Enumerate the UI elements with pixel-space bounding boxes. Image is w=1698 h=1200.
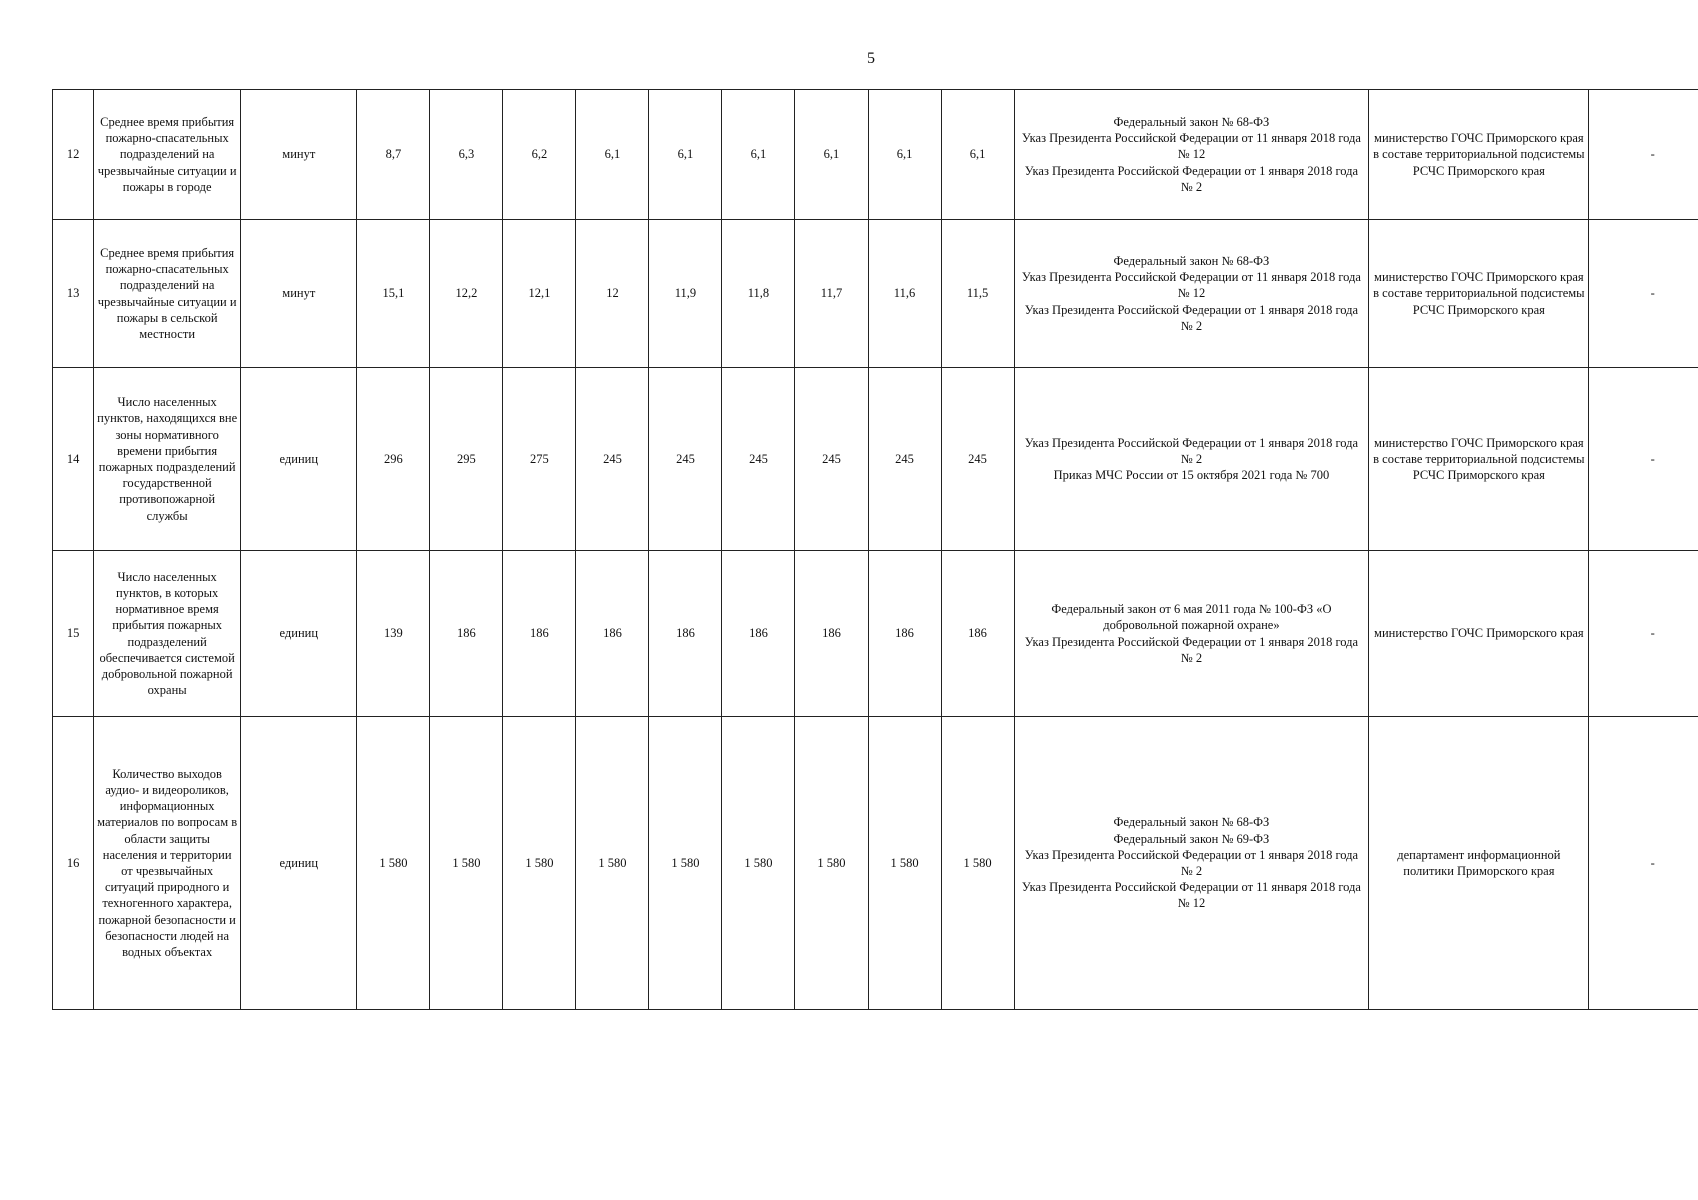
value-cell: 6,1 <box>795 90 868 220</box>
value-cell: 1 580 <box>357 717 430 1010</box>
value-cell: 186 <box>503 551 576 717</box>
note-cell: - <box>1589 368 1698 551</box>
value-cell: 1 580 <box>503 717 576 1010</box>
indicator-name: Число населенных пунктов, находящихся вне зоны нормативного времени прибытия пожарных подразделений государственной противопожарной службы <box>94 368 241 551</box>
value-cell: 245 <box>576 368 649 551</box>
indicator-name: Количество выходов аудио- и видеороликов, информационных материалов по вопросам в области защиты населения и территории от чрезвычайных ситуаций природного и техногенного характера, пожарной безопасности и безопасности людей на водных объектах <box>94 717 241 1010</box>
document-line: Указ Президента Российской Федерации от 1 января 2018 года № 2 <box>1024 634 1359 665</box>
note-cell: - <box>1589 717 1698 1010</box>
document-line: Указ Президента Российской Федерации от 11 января 2018 года № 12 <box>1021 270 1361 301</box>
note-cell: - <box>1589 90 1698 220</box>
document-line: Федеральный закон № 69-ФЗ <box>1113 831 1270 846</box>
value-cell: 1 580 <box>941 717 1014 1010</box>
indicator-name: Число населенных пунктов, в которых нормативное время прибытия пожарных подразделений обеспечивается системой добровольной пожарной охраны <box>94 551 241 717</box>
unit: единиц <box>241 717 357 1010</box>
table-row <box>53 368 1698 551</box>
table-row <box>53 90 1698 220</box>
document-line: Указ Президента Российской Федерации от 1 января 2018 года № 2 <box>1024 163 1359 194</box>
unit: минут <box>241 220 357 368</box>
value-cell: 186 <box>576 551 649 717</box>
document-line: Указ Президента Российской Федерации от 1 января 2018 года № 2 <box>1024 435 1359 466</box>
document-line: Федеральный закон от 6 мая 2011 года № 100-ФЗ «О добровольной пожарной охране» <box>1051 602 1332 633</box>
responsible-cell: министерство ГОЧС Приморского края в составе территориальной подсистемы РСЧС Приморского края <box>1369 368 1589 551</box>
value-cell: 8,7 <box>357 90 430 220</box>
value-cell: 1 580 <box>868 717 941 1010</box>
responsible-cell: департамент информационной политики Приморского края <box>1369 717 1589 1010</box>
value-cell: 6,1 <box>722 90 795 220</box>
row-number: 16 <box>53 717 94 1010</box>
documents-cell <box>1014 368 1369 551</box>
value-cell: 186 <box>430 551 503 717</box>
document-line: Федеральный закон № 68-ФЗ <box>1113 815 1270 830</box>
value-cell: 6,1 <box>649 90 722 220</box>
value-cell: 139 <box>357 551 430 717</box>
document-line: Указ Президента Российской Федерации от 11 января 2018 года № 12 <box>1021 131 1361 162</box>
document-line: Федеральный закон № 68-ФЗ <box>1113 114 1270 129</box>
value-cell: 245 <box>941 368 1014 551</box>
value-cell: 245 <box>649 368 722 551</box>
value-cell: 12,2 <box>430 220 503 368</box>
value-cell: 12 <box>576 220 649 368</box>
value-cell: 245 <box>722 368 795 551</box>
note-cell: - <box>1589 220 1698 368</box>
document-line: Приказ МЧС России от 15 октября 2021 года № 700 <box>1053 468 1330 483</box>
note-cell: - <box>1589 551 1698 717</box>
value-cell: 6,2 <box>503 90 576 220</box>
document-line: Федеральный закон № 68-ФЗ <box>1113 253 1270 268</box>
value-cell: 295 <box>430 368 503 551</box>
value-cell: 275 <box>503 368 576 551</box>
unit: единиц <box>241 551 357 717</box>
table-row <box>53 717 1698 1010</box>
value-cell: 1 580 <box>795 717 868 1010</box>
table-row <box>53 220 1698 368</box>
value-cell: 186 <box>649 551 722 717</box>
unit: минут <box>241 90 357 220</box>
value-cell: 1 580 <box>576 717 649 1010</box>
value-cell: 12,1 <box>503 220 576 368</box>
indicators-table <box>52 89 1698 1010</box>
value-cell: 186 <box>722 551 795 717</box>
responsible-cell: министерство ГОЧС Приморского края в составе территориальной подсистемы РСЧС Приморского края <box>1369 90 1589 220</box>
row-number: 15 <box>53 551 94 717</box>
value-cell: 11,9 <box>649 220 722 368</box>
row-number: 14 <box>53 368 94 551</box>
responsible-cell: министерство ГОЧС Приморского края в составе территориальной подсистемы РСЧС Приморского края <box>1369 220 1589 368</box>
value-cell: 6,1 <box>868 90 941 220</box>
value-cell: 11,7 <box>795 220 868 368</box>
value-cell: 245 <box>795 368 868 551</box>
indicator-name: Среднее время прибытия пожарно-спасательных подразделений на чрезвычайные ситуации и пожары в городе <box>94 90 241 220</box>
documents-cell <box>1014 90 1369 220</box>
page-number: 5 <box>867 50 875 67</box>
value-cell: 186 <box>868 551 941 717</box>
value-cell: 1 580 <box>430 717 503 1010</box>
documents-cell <box>1014 551 1369 717</box>
value-cell: 1 580 <box>722 717 795 1010</box>
value-cell: 11,8 <box>722 220 795 368</box>
value-cell: 1 580 <box>649 717 722 1010</box>
value-cell: 6,1 <box>576 90 649 220</box>
documents-cell <box>1014 717 1369 1010</box>
responsible-cell: министерство ГОЧС Приморского края <box>1369 551 1589 717</box>
document-line: Указ Президента Российской Федерации от 11 января 2018 года № 12 <box>1021 880 1361 911</box>
value-cell: 11,6 <box>868 220 941 368</box>
value-cell: 186 <box>795 551 868 717</box>
row-number: 12 <box>53 90 94 220</box>
table-row <box>53 551 1698 717</box>
value-cell: 296 <box>357 368 430 551</box>
indicator-name: Среднее время прибытия пожарно-спасательных подразделений на чрезвычайные ситуации и пожары в сельской местности <box>94 220 241 368</box>
document-line: Указ Президента Российской Федерации от 1 января 2018 года № 2 <box>1024 302 1359 333</box>
value-cell: 245 <box>868 368 941 551</box>
unit: единиц <box>241 368 357 551</box>
value-cell: 6,3 <box>430 90 503 220</box>
value-cell: 15,1 <box>357 220 430 368</box>
document-line: Указ Президента Российской Федерации от 1 января 2018 года № 2 <box>1024 847 1359 878</box>
value-cell: 186 <box>941 551 1014 717</box>
value-cell: 6,1 <box>941 90 1014 220</box>
documents-cell <box>1014 220 1369 368</box>
row-number: 13 <box>53 220 94 368</box>
value-cell: 11,5 <box>941 220 1014 368</box>
